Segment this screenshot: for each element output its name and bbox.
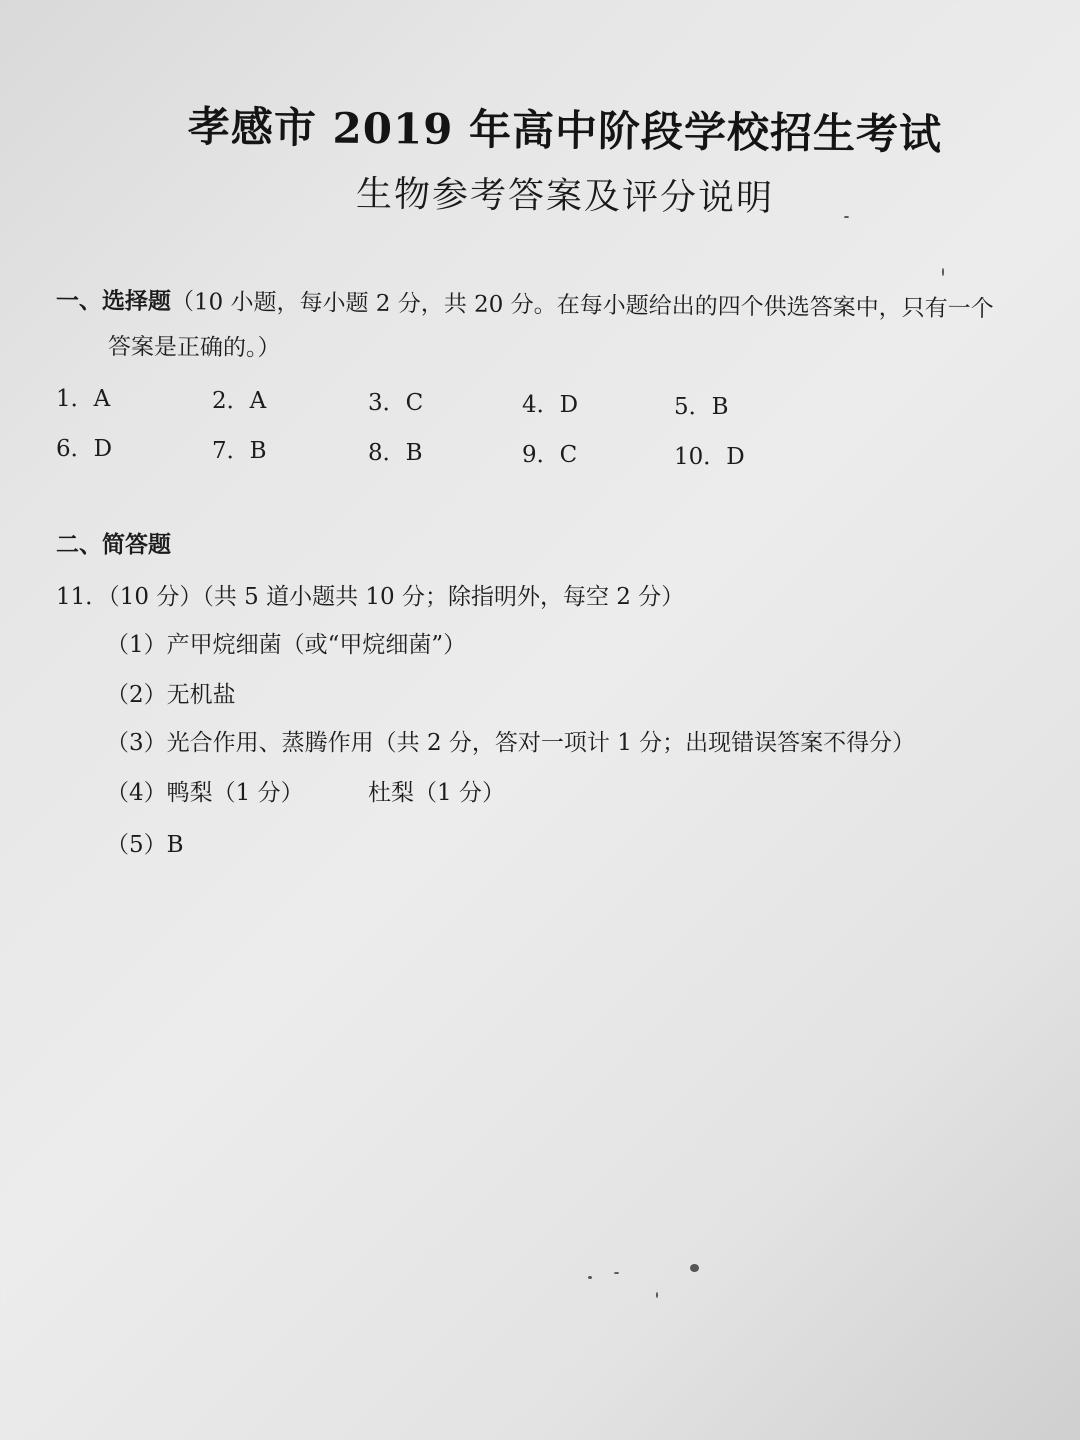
answer-item: 9．C xyxy=(522,442,578,468)
q11-answer-4b: 杜梨（1 分） xyxy=(368,780,505,806)
scan-speck xyxy=(656,1292,658,1298)
section1-instructions-line2: 答案是正确的。） xyxy=(107,334,281,362)
scan-speck xyxy=(690,1264,699,1272)
answer-item: 4．D xyxy=(522,392,579,418)
section2-heading: 二、简答题 xyxy=(56,531,171,558)
scan-speck xyxy=(844,216,849,218)
answer-item: 6．D xyxy=(56,436,113,462)
scan-speck xyxy=(614,1272,619,1274)
page-title: 孝感市 2019 年高中阶段学校招生考试 xyxy=(187,102,943,159)
q11-answer-3: （3）光合作用、蒸腾作用（共 2 分，答对一项计 1 分；出现错误答案不得分） xyxy=(106,730,916,756)
question-11-header: 11．（10 分）（共 5 道小题共 10 分；除指明外，每空 2 分） xyxy=(56,584,685,610)
scan-speck xyxy=(942,268,944,276)
page-subtitle: 生物参考答案及评分说明 xyxy=(355,173,775,220)
scan-speck xyxy=(588,1276,592,1279)
answer-item: 1．A xyxy=(56,386,111,412)
q11-answer-1: （1）产甲烷细菌（或“甲烷细菌”） xyxy=(106,632,467,658)
section1-instructions-line1: （10 小题，每小题 2 分，共 20 分。在每小题给出的四个供选答案中，只有一个 xyxy=(170,289,994,323)
section1-label: 一、选择题 xyxy=(55,287,172,316)
q11-answer-2: （2）无机盐 xyxy=(106,682,236,708)
answer-item: 3．C xyxy=(368,390,424,416)
q11-answer-5: （5）B xyxy=(106,832,184,858)
q11-answer-4a: （4）鸭梨（1 分） xyxy=(106,780,304,806)
section1-heading xyxy=(56,282,994,323)
answer-item: 2．A xyxy=(212,388,267,414)
answer-item: 8．B xyxy=(368,440,423,466)
answer-item: 10．D xyxy=(674,444,745,470)
answer-item: 7．B xyxy=(212,438,267,464)
answer-item: 5．B xyxy=(674,394,729,420)
